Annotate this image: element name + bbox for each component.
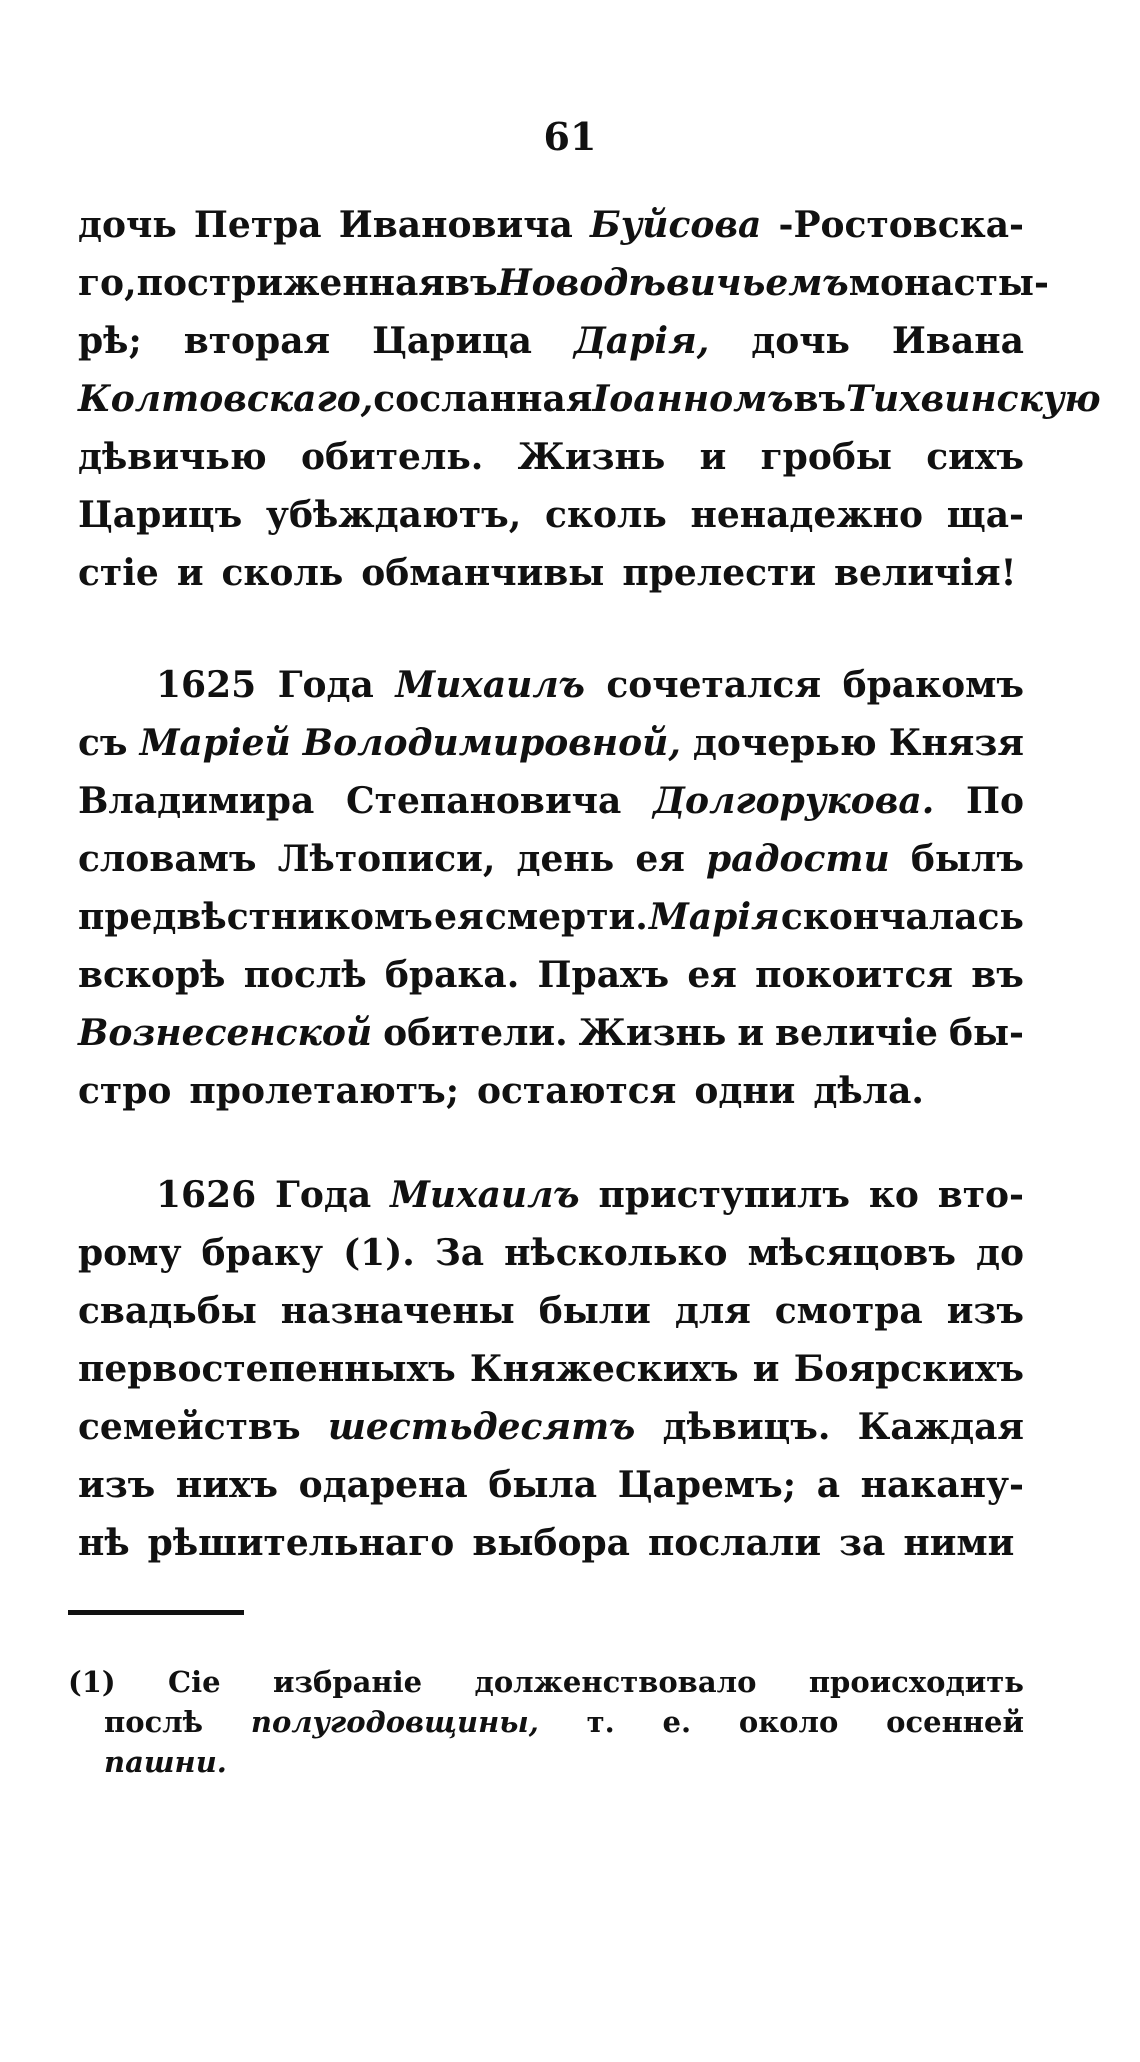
word: свадьбы [78, 1290, 257, 1332]
word: величія! [834, 552, 1017, 594]
word: остаются [477, 1070, 677, 1112]
word: назначены [280, 1290, 515, 1332]
footnote-word: (1) [68, 1665, 116, 1699]
word: Степановича [346, 780, 622, 822]
word: рѣшительнаго [147, 1522, 455, 1564]
word: и [737, 1012, 765, 1054]
text-line [78, 888, 1024, 946]
word: дѣвицъ. [662, 1406, 831, 1448]
word: съ [78, 722, 128, 764]
text-line [78, 1340, 1024, 1398]
word: Прахъ [537, 954, 670, 996]
word: Буйсова [590, 204, 762, 246]
word: По [965, 780, 1024, 822]
word: рѣ; [78, 320, 142, 362]
footnote-word: осенней [886, 1705, 1024, 1739]
word: Колтовскаго, [78, 378, 374, 420]
word: дѣвичью [78, 436, 267, 478]
paragraph-1 [78, 196, 1101, 602]
word: скончалась [780, 896, 1024, 938]
text-line [78, 714, 1024, 772]
word: дочь [751, 320, 850, 362]
word: вто- [937, 1174, 1024, 1216]
word: ненадежно [690, 494, 924, 536]
word: Ивана [891, 320, 1024, 362]
text-line [78, 370, 1101, 428]
word: мѣсяцовъ [747, 1232, 956, 1274]
word: стро [78, 1070, 172, 1112]
word: ея [434, 896, 484, 938]
word: и [699, 436, 727, 478]
footnote-divider [68, 1610, 244, 1615]
word: словамъ [78, 838, 257, 880]
word: Долгорукова. [653, 780, 935, 822]
footnote-word: пашни. [104, 1745, 227, 1779]
word: семействъ [78, 1406, 301, 1448]
word: Петра [193, 204, 322, 246]
text-line [78, 312, 1024, 370]
word: Каждая [857, 1406, 1024, 1448]
word: Володимировной, [302, 722, 681, 764]
word: смерти. [484, 896, 648, 938]
text-line [78, 1062, 1024, 1120]
word: нѣ [78, 1522, 130, 1564]
word: была [488, 1464, 598, 1506]
word: въ [444, 262, 498, 304]
word: обители. [383, 1012, 568, 1054]
footnote-word: избраніе [272, 1665, 423, 1699]
word: бракомъ [842, 664, 1024, 706]
footnote-word: около [738, 1705, 839, 1739]
word: выбора [472, 1522, 630, 1564]
word: Царемъ; [617, 1464, 797, 1506]
word: Дарія, [573, 320, 710, 362]
footnote-word: полугодовщины, [250, 1705, 539, 1739]
text-line [78, 1004, 1024, 1062]
word: Царица [372, 320, 532, 362]
word: приступилъ [598, 1174, 850, 1216]
word: 1625 [156, 664, 257, 706]
word: (1). [343, 1232, 415, 1274]
text-line [78, 1456, 1024, 1514]
word: за [839, 1522, 886, 1564]
word: Года [277, 664, 374, 706]
word: 1626 [156, 1174, 257, 1216]
text-line [78, 428, 1024, 486]
paragraph-3 [78, 1166, 1024, 1572]
word: обманчивы [361, 552, 605, 594]
word: дочерью [692, 722, 877, 764]
word: ея [687, 954, 737, 996]
word: Лѣтописи, [277, 838, 496, 880]
word: послѣ [243, 954, 367, 996]
word: ко [868, 1174, 919, 1216]
word: одни [694, 1070, 796, 1112]
word: го, [78, 262, 137, 304]
word: одарена [298, 1464, 468, 1506]
word: ними [903, 1522, 1015, 1564]
text-line [78, 486, 1024, 544]
word: сколь [545, 494, 667, 536]
footnote-word: е. [662, 1705, 692, 1739]
word: Ивановича [338, 204, 573, 246]
word: до [975, 1232, 1024, 1274]
text-line [78, 196, 1024, 254]
word: въ [971, 954, 1024, 996]
word: Жизнь [578, 1012, 727, 1054]
text-line [78, 772, 1024, 830]
word: монасты- [848, 262, 1049, 304]
word: день [516, 838, 615, 880]
word: Маріей [139, 722, 291, 764]
word: браку [201, 1232, 324, 1274]
word: рому [78, 1232, 182, 1274]
word: вскорѣ [78, 954, 226, 996]
word: Царицъ [78, 494, 243, 536]
word: Новодѣвичьемъ [497, 262, 849, 304]
word: былъ [910, 838, 1024, 880]
word: предвѣстникомъ [78, 896, 433, 938]
word: накану- [860, 1464, 1024, 1506]
word: въ [793, 378, 847, 420]
text-line [78, 946, 1024, 1004]
word: и [176, 552, 204, 594]
word: нихъ [175, 1464, 279, 1506]
word: для [674, 1290, 751, 1332]
text-line [78, 830, 1024, 888]
footnote-word: т. [586, 1705, 615, 1739]
word: и [752, 1348, 780, 1390]
word: сочетался [606, 664, 822, 706]
footnote-line [68, 1742, 1024, 1782]
footnote-word: послѣ [104, 1705, 204, 1739]
paragraph-2 [78, 656, 1024, 1120]
page-number: 61 [543, 114, 597, 159]
word: прелести [622, 552, 817, 594]
word: покоится [755, 954, 954, 996]
word: сихъ [926, 436, 1024, 478]
word: послали [647, 1522, 822, 1564]
footnote-line [68, 1662, 1024, 1702]
text-line [78, 1398, 1024, 1456]
word: Тихвинскую [846, 378, 1101, 420]
word: постриженная [136, 262, 445, 304]
word: Владимира [78, 780, 315, 822]
word: вторая [183, 320, 331, 362]
word: нѣсколько [504, 1232, 728, 1274]
footnote-word: происходить [808, 1665, 1024, 1699]
word: величіе [775, 1012, 938, 1054]
word: Іоанномъ [592, 378, 794, 420]
word: дочь [78, 204, 177, 246]
word: бы- [948, 1012, 1024, 1054]
footnote-line [68, 1702, 1024, 1742]
text-line [78, 1514, 1024, 1572]
word: Князя [888, 722, 1024, 764]
word: ща- [946, 494, 1024, 536]
word: первостепенныхъ [78, 1348, 456, 1390]
word: шестьдесятъ [327, 1406, 636, 1448]
word: обитель. [301, 436, 484, 478]
text-line [78, 544, 1024, 602]
word: убѣждаютъ, [265, 494, 522, 536]
word: Года [275, 1174, 372, 1216]
text-line [78, 1166, 1024, 1224]
word: пролетаютъ; [189, 1070, 459, 1112]
word: стіе [78, 552, 159, 594]
word: За [434, 1232, 485, 1274]
footnote [68, 1662, 1024, 1782]
word: изъ [78, 1464, 156, 1506]
word: изъ [946, 1290, 1024, 1332]
word: Боярскихъ [793, 1348, 1024, 1390]
word: гробы [760, 436, 892, 478]
footnote-word: Сіе [168, 1665, 221, 1699]
word: дѣла. [813, 1070, 924, 1112]
word: Марія [648, 896, 780, 938]
word: Княжескихъ [469, 1348, 739, 1390]
footnote-word: долженствовало [474, 1665, 757, 1699]
word: -Ростовска- [778, 204, 1024, 246]
word: Михаилъ [390, 1174, 580, 1216]
text-line [78, 1282, 1024, 1340]
word: сосланная [373, 378, 593, 420]
text-line [78, 656, 1024, 714]
word: были [538, 1290, 651, 1332]
text-line [78, 254, 1049, 312]
word: Михаилъ [395, 664, 585, 706]
word: Жизнь [517, 436, 666, 478]
word: радости [705, 838, 890, 880]
word: Вознесенской [78, 1012, 373, 1054]
word: ея [635, 838, 685, 880]
word: смотра [774, 1290, 923, 1332]
text-line [78, 1224, 1024, 1282]
word: брака. [384, 954, 520, 996]
word: а [816, 1464, 841, 1506]
word: сколь [221, 552, 344, 594]
